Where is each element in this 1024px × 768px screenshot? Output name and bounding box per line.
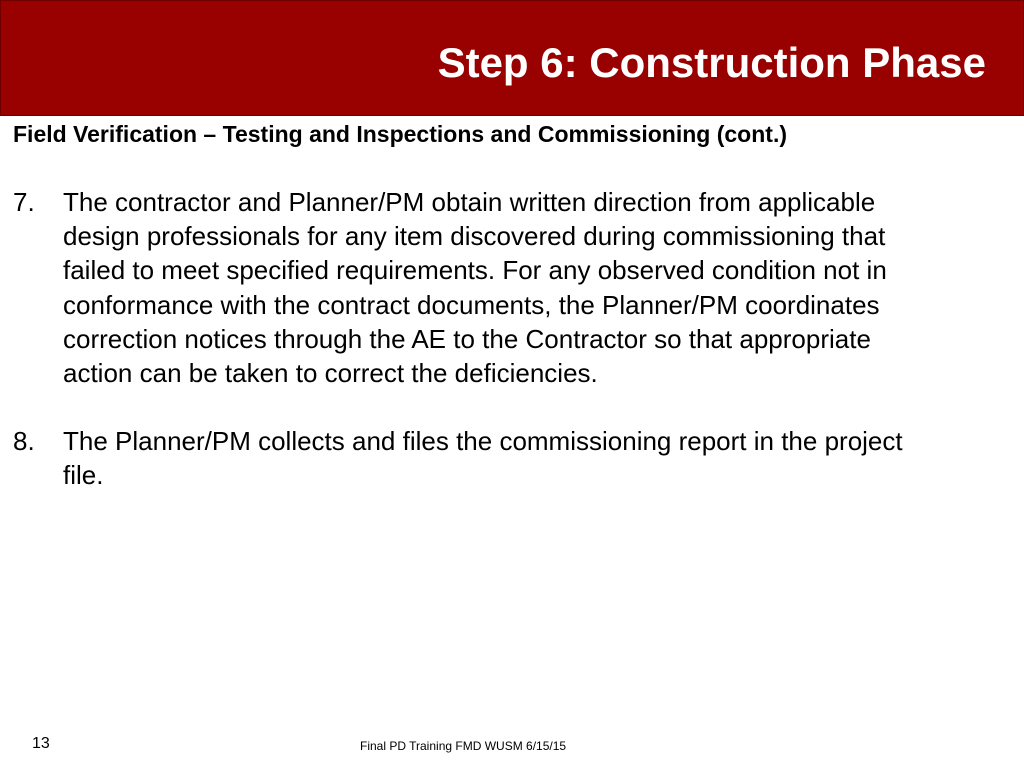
list-item-number: 7. [13,187,35,217]
slide-title: Step 6: Construction Phase [437,39,986,86]
list-item [0,185,1010,390]
title-bar [0,0,1024,116]
section-subtitle: Field Verification – Testing and Inspections and Commissioning (cont.) [13,121,787,147]
list-item [0,424,1010,492]
list-item-text: The contractor and Planner/PM obtain written direction from applicable design professionals for any item discovered during commissioning that failed to meet specified requirements. For any observed condition not in conformance with the contract documents, the Planner/PM coordinates correction notices through the AE to the Contractor so that appropriate action can be taken to correct the deficiencies. [63,187,887,389]
list-item-number: 8. [13,426,35,457]
list-item-text: The Planner/PM collects and files the commissioning report in the project file. [63,426,903,491]
slide-number: 13 [32,735,50,752]
footer-text: Final PD Training FMD WUSM 6/15/15 [360,739,567,753]
numbered-list [0,185,1010,527]
